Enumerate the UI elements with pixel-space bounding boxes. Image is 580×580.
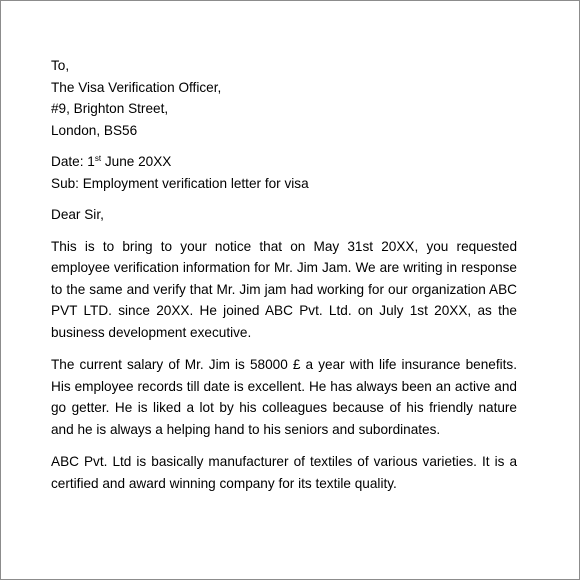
paragraph-request: This is to bring to your notice that on May 31st 20XX, you requested employee verification information for Mr. Jim Jam. We are writing in response to the same and verify that Mr. Jim jam had working for our organization ABC PVT LTD. since 20XX. He joined ABC Pvt. Ltd. on July 1st 20XX, as the business development executive. — [51, 238, 517, 340]
date-rest: June 20XX — [101, 154, 172, 169]
address-city: London, BS56 — [51, 122, 138, 138]
letter-body — [51, 55, 517, 494]
address-to: To, — [51, 58, 70, 73]
salutation: Dear Sir, — [51, 207, 104, 222]
address-recipient: The Visa Verification Officer, — [51, 79, 222, 95]
date-superscript: st — [94, 154, 102, 163]
letter-date — [51, 151, 517, 173]
date-label: Date: 1 — [51, 154, 95, 169]
address-street: #9, Brighton Street, — [51, 101, 169, 116]
paragraph-company: ABC Pvt. Ltd is basically manufacturer of textiles of various varieties. It is a certified and award winning company for its textile quality. — [51, 454, 517, 491]
paragraph-salary: The current salary of Mr. Jim is 58000 £ a year with life insurance benefits. His employee records till date is excellent. He has always been an active and go getter. He is liked a lot by his colleagues because of his friendly nature and he is always a helping hand to his seniors and subordinates. — [51, 357, 517, 437]
letter-subject: Sub: Employment verification letter for visa — [51, 175, 309, 191]
